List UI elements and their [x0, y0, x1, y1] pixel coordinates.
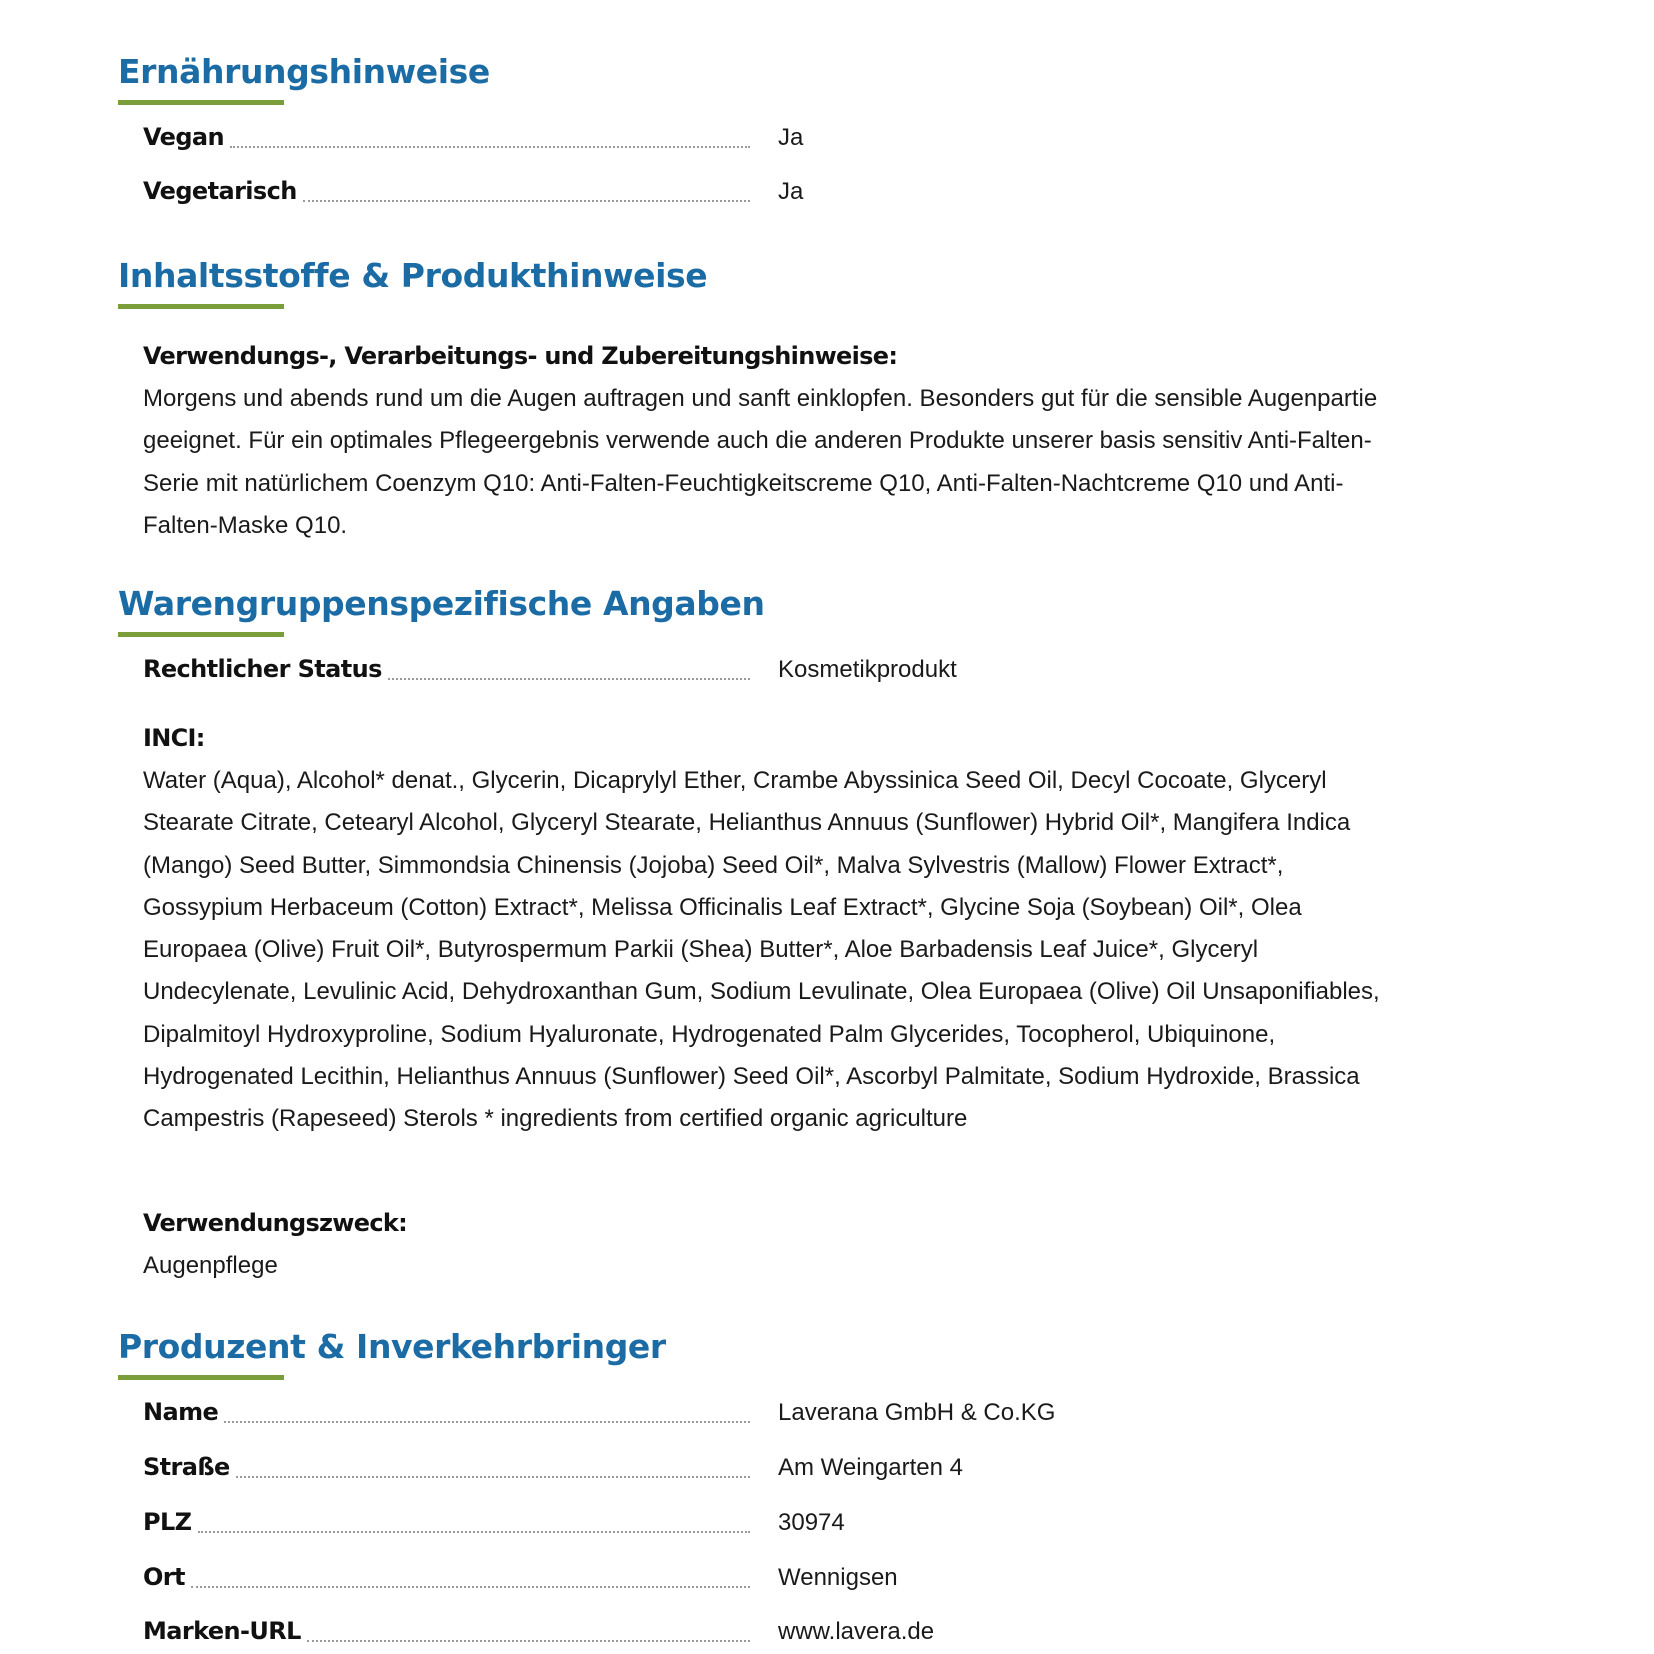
row-label: Straße	[143, 1453, 230, 1481]
nutrition-row-vegan	[143, 120, 1443, 154]
section-title-nutrition: Ernährungshinweise	[118, 52, 490, 91]
inci-text: Water (Aqua), Alcohol* denat., Glycerin, Dicaprylyl Ether, Crambe Abyssinica Seed Oil, Decyl Cocoate, Glyceryl Stearate Citrate, Cetearyl Alcohol, Glyceryl Stearate, Helianthus Annuus (Sunflower) Hybrid Oil*, Mangifera Indica (Mango) Seed Butter, Simmondsia Chinensis (Jojoba) Seed Oil*, Malva Sylvestris (Mallow) Flower Extract*, Gossypium Herbaceum (Cotton) Extract*, Melissa Officinalis Leaf Extract*, Glycine Soja (Soybean) Oil*, Olea Europaea (Olive) Fruit Oil*, Butyrospermum Parkii (Shea) Butter*, Aloe Barbadensis Leaf Juice*, Glyceryl Undecylenate, Levulinic Acid, Dehydroxanthan Gum, Sodium Levulinate, Olea Europaea (Olive) Oil Unsaponifiables, Dipalmitoyl Hydroxyproline, Sodium Hyaluronate, Hydrogenated Palm Glycerides, Tocopherol, Ubiquinone, Hydrogenated Lecithin, Helianthus Annuus (Sunflower) Seed Oil*, Ascorbyl Palmitate, Sodium Hydroxide, Brassica Campestris (Rapeseed) Sterols * ingredients from certified organic agriculture	[143, 767, 1380, 1133]
row-key	[143, 1560, 750, 1592]
row-key	[143, 174, 750, 206]
row-label: Marken-URL	[143, 1617, 301, 1645]
purpose-text: Augenpflege	[143, 1252, 278, 1279]
producer-row-name	[143, 1395, 1443, 1429]
category-row-legal-status	[143, 652, 1443, 686]
row-key	[143, 1614, 750, 1646]
usage-heading: Verwendungs-, Verarbeitungs- und Zubereitungshinweise:	[143, 342, 898, 370]
section-title-producer: Produzent & Inverkehrbringer	[118, 1327, 666, 1366]
section-title-category: Warengruppenspezifische Angaben	[118, 584, 765, 623]
row-label: Vegan	[143, 123, 225, 151]
leader-dots	[230, 146, 750, 148]
leader-dots	[307, 1640, 750, 1642]
row-label: PLZ	[143, 1508, 192, 1536]
section-title-ingredients: Inhaltsstoffe & Produkthinweise	[118, 256, 708, 295]
row-value: 30974	[778, 1509, 845, 1536]
row-key	[143, 1505, 750, 1537]
row-value: Kosmetikprodukt	[778, 656, 957, 683]
leader-dots	[191, 1586, 750, 1588]
row-value: Am Weingarten 4	[778, 1454, 963, 1481]
nutrition-row-vegetarian	[143, 174, 1443, 208]
leader-dots	[388, 678, 750, 680]
leader-dots	[303, 200, 750, 202]
section-divider	[118, 100, 284, 105]
row-label: Rechtlicher Status	[143, 655, 382, 683]
row-key	[143, 1395, 750, 1427]
row-value: Ja	[778, 124, 804, 151]
brand-url-link[interactable]: www.lavera.de	[778, 1618, 935, 1645]
purpose-heading: Verwendungszweck:	[143, 1209, 408, 1237]
row-key	[143, 120, 750, 152]
row-value: Wennigsen	[778, 1564, 898, 1591]
section-divider	[118, 1375, 284, 1380]
producer-row-street	[143, 1450, 1443, 1484]
producer-row-postal-code	[143, 1505, 1443, 1539]
inci-heading: INCI:	[143, 724, 205, 752]
row-key	[143, 652, 750, 684]
section-divider	[118, 304, 284, 309]
usage-text: Morgens und abends rund um die Augen auftragen und sanft einklopfen. Besonders gut für die sensible Augenpartie geeignet. Für ein optimales Pflegeergebnis verwende auch die anderen Produkte unserer basis sensitiv Anti-Falten-Serie mit natürlichem Coenzym Q10: Anti-Falten-Feuchtigkeitscreme Q10, Anti-Falten-Nachtcreme Q10 und Anti-Falten-Maske Q10.	[143, 385, 1378, 539]
row-value: Ja	[778, 178, 804, 205]
producer-row-city	[143, 1560, 1443, 1594]
leader-dots	[198, 1531, 751, 1533]
row-label: Name	[143, 1398, 219, 1426]
leader-dots	[224, 1421, 750, 1423]
row-label: Ort	[143, 1563, 185, 1591]
producer-row-brand-url	[143, 1614, 1443, 1648]
leader-dots	[236, 1476, 750, 1478]
row-value: Laverana GmbH & Co.KG	[778, 1399, 1056, 1426]
row-label: Vegetarisch	[143, 177, 297, 205]
row-key	[143, 1450, 750, 1482]
section-divider	[118, 632, 284, 637]
